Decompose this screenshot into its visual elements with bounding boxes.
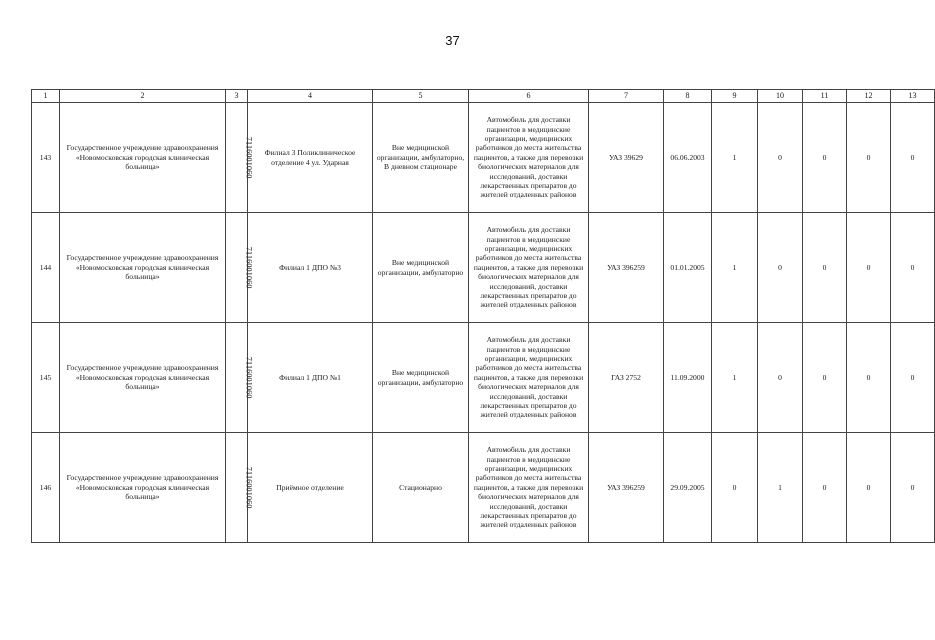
inn-cell [226, 213, 254, 323]
page-number: 37 [445, 33, 460, 48]
column-header: 6 [469, 90, 589, 103]
count-cell-11: 0 [803, 103, 847, 213]
column-header: 1 [32, 90, 60, 103]
count-cell-13: 0 [891, 433, 935, 543]
subdivision-cell: Филиал 1 ДПО №3 [248, 213, 373, 323]
column-header: 5 [373, 90, 469, 103]
row-number-cell: 143 [32, 103, 60, 213]
subdivision-cell: Филиал 3 Поликлиническое отделение 4 ул. Ударная [248, 103, 373, 213]
column-number-header-row [32, 90, 935, 103]
inn-text: 7116001060 [244, 466, 254, 509]
vehicle-model-cell: УАЗ 396259 [589, 433, 664, 543]
row-number-cell: 146 [32, 433, 60, 543]
count-cell-9: 1 [712, 213, 758, 323]
count-cell-10: 1 [758, 433, 803, 543]
column-header: 8 [664, 90, 712, 103]
column-header: 9 [712, 90, 758, 103]
count-cell-12: 0 [847, 323, 891, 433]
registration-date-cell: 01.01.2005 [664, 213, 712, 323]
count-cell-10: 0 [758, 323, 803, 433]
subdivision-cell: Приёмное отделение [248, 433, 373, 543]
inn-text: 7116001060 [244, 356, 254, 399]
table-row [32, 433, 935, 543]
organization-cell: Государственное учреждение здравоохранения «Новомосковская городская клиническая больница» [60, 433, 226, 543]
count-cell-12: 0 [847, 103, 891, 213]
count-cell-9: 1 [712, 323, 758, 433]
care-conditions-cell: Стационарно [373, 433, 469, 543]
count-cell-11: 0 [803, 433, 847, 543]
vehicle-purpose-cell: Автомобиль для доставки пациентов в медицинские организации, медицинских работников до места жительства пациентов, а также для перевозки биологических материалов для исследований, доставки лекарственных препаратов до жителей отдаленных районов [469, 323, 589, 433]
vehicle-purpose-cell: Автомобиль для доставки пациентов в медицинские организации, медицинских работников до места жительства пациентов, а также для перевозки биологических материалов для исследований, доставки лекарственных препаратов до жителей отдаленных районов [469, 433, 589, 543]
inn-text: 7116001060 [244, 246, 254, 289]
count-cell-13: 0 [891, 103, 935, 213]
column-header: 4 [248, 90, 373, 103]
inn-cell [226, 103, 254, 213]
care-conditions-cell: Вне медицинской организации, амбулаторно [373, 323, 469, 433]
count-cell-9: 0 [712, 433, 758, 543]
count-cell-11: 0 [803, 213, 847, 323]
count-cell-13: 0 [891, 213, 935, 323]
inn-cell [226, 323, 254, 433]
vehicle-purpose-cell: Автомобиль для доставки пациентов в медицинские организации, медицинских работников до места жительства пациентов, а также для перевозки биологических материалов для исследований, доставки лекарственных препаратов до жителей отдаленных районов [469, 213, 589, 323]
count-cell-12: 0 [847, 433, 891, 543]
registration-date-cell: 11.09.2000 [664, 323, 712, 433]
column-header: 13 [891, 90, 935, 103]
count-cell-12: 0 [847, 213, 891, 323]
table-row [32, 103, 935, 213]
table-row [32, 323, 935, 433]
row-number-cell: 144 [32, 213, 60, 323]
row-number-cell: 145 [32, 323, 60, 433]
registration-date-cell: 06.06.2003 [664, 103, 712, 213]
vehicle-purpose-cell: Автомобиль для доставки пациентов в медицинские организации, медицинских работников до места жительства пациентов, а также для перевозки биологических материалов для исследований, доставки лекарственных препаратов до жителей отдаленных районов [469, 103, 589, 213]
table-row [32, 213, 935, 323]
vehicle-model-cell: ГАЗ 2752 [589, 323, 664, 433]
count-cell-13: 0 [891, 323, 935, 433]
count-cell-10: 0 [758, 103, 803, 213]
registration-date-cell: 29.09.2005 [664, 433, 712, 543]
care-conditions-cell: Вне медицинской организации, амбулаторно, В дневном стационаре [373, 103, 469, 213]
column-header: 10 [758, 90, 803, 103]
organization-cell: Государственное учреждение здравоохранения «Новомосковская городская клиническая больница» [60, 103, 226, 213]
count-cell-9: 1 [712, 103, 758, 213]
column-header: 7 [589, 90, 664, 103]
vehicle-model-cell: УАЗ 396259 [589, 213, 664, 323]
column-header: 11 [803, 90, 847, 103]
organization-cell: Государственное учреждение здравоохранения «Новомосковская городская клиническая больница» [60, 213, 226, 323]
column-header: 12 [847, 90, 891, 103]
inn-cell [226, 433, 254, 543]
vehicle-model-cell: УАЗ 39629 [589, 103, 664, 213]
subdivision-cell: Филиал 1 ДПО №1 [248, 323, 373, 433]
column-header: 3 [226, 90, 248, 103]
organization-cell: Государственное учреждение здравоохранения «Новомосковская городская клиническая больница» [60, 323, 226, 433]
inn-text: 7116001060 [244, 136, 254, 179]
count-cell-11: 0 [803, 323, 847, 433]
vehicle-register-table [31, 89, 935, 543]
care-conditions-cell: Вне медицинской организации, амбулаторно [373, 213, 469, 323]
column-header: 2 [60, 90, 226, 103]
count-cell-10: 0 [758, 213, 803, 323]
